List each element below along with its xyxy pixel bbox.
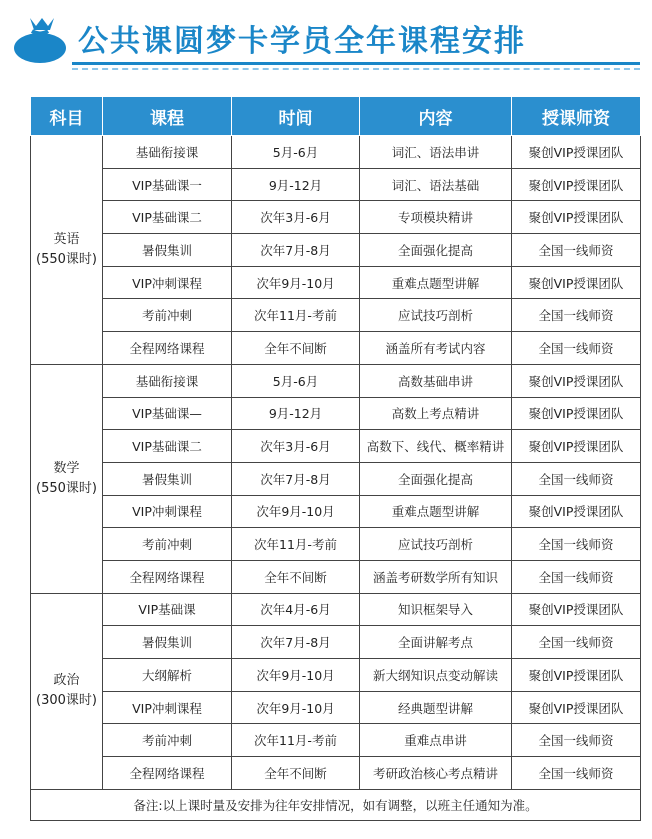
table-row (31, 168, 641, 201)
course-cell: 基础衔接课 (103, 136, 232, 169)
content-cell: 全面强化提高 (360, 234, 512, 267)
teachers-cell: 聚创VIP授课团队 (512, 430, 641, 463)
header (0, 0, 652, 72)
course-cell: VIP冲刺课程 (103, 691, 232, 724)
table-row (31, 659, 641, 692)
time-cell: 次年9月-10月 (232, 495, 360, 528)
content-cell: 涵盖所有考试内容 (360, 332, 512, 365)
teachers-cell: 聚创VIP授课团队 (512, 168, 641, 201)
time-cell: 次年4月-6月 (232, 593, 360, 626)
subject-cell (31, 136, 103, 365)
time-cell: 次年7月-8月 (232, 234, 360, 267)
content-cell: 新大纲知识点变动解读 (360, 659, 512, 692)
time-cell: 次年3月-6月 (232, 430, 360, 463)
table-row (31, 528, 641, 561)
teachers-cell: 全国一线师资 (512, 332, 641, 365)
time-cell: 5月-6月 (232, 364, 360, 397)
content-cell: 专项模块精讲 (360, 201, 512, 234)
content-cell: 高数基础串讲 (360, 364, 512, 397)
course-cell: VIP冲刺课程 (103, 266, 232, 299)
course-cell: 考前冲刺 (103, 299, 232, 332)
table-row (31, 299, 641, 332)
column-header-course: 课程 (103, 97, 232, 136)
table-row (31, 495, 641, 528)
course-cell: 全程网络课程 (103, 757, 232, 790)
note-text: 备注:以上课时量及安排为往年安排情况，如有调整，以班主任通知为准。 (31, 789, 641, 820)
time-cell: 次年9月-10月 (232, 266, 360, 299)
course-cell: 考前冲刺 (103, 724, 232, 757)
content-cell: 考研政治核心考点精讲 (360, 757, 512, 790)
title-underline (72, 62, 640, 65)
subject-cell (31, 593, 103, 789)
course-cell: 基础衔接课 (103, 364, 232, 397)
column-header-content: 内容 (360, 97, 512, 136)
content-cell: 全面讲解考点 (360, 626, 512, 659)
time-cell: 次年11月-考前 (232, 528, 360, 561)
course-cell: VIP冲刺课程 (103, 495, 232, 528)
course-cell: 全程网络课程 (103, 332, 232, 365)
table-row (31, 201, 641, 234)
content-cell: 重难点题型讲解 (360, 495, 512, 528)
content-cell: 涵盖考研数学所有知识 (360, 560, 512, 593)
table-row (31, 397, 641, 430)
table-row (31, 593, 641, 626)
time-cell: 次年3月-6月 (232, 201, 360, 234)
content-cell: 词汇、语法基础 (360, 168, 512, 201)
course-cell: 暑假集训 (103, 462, 232, 495)
content-cell: 经典题型讲解 (360, 691, 512, 724)
subject-name: 政治 (53, 673, 80, 689)
column-header-subject: 科目 (31, 97, 103, 136)
table-header-row (31, 97, 641, 136)
table-row (31, 234, 641, 267)
time-cell: 9月-12月 (232, 397, 360, 430)
course-cell: 暑假集训 (103, 626, 232, 659)
teachers-cell: 全国一线师资 (512, 528, 641, 561)
course-cell: 大纲解析 (103, 659, 232, 692)
subject-hours: (300课时) (36, 693, 97, 709)
table-body (31, 136, 641, 790)
teachers-cell: 聚创VIP授课团队 (512, 364, 641, 397)
table-row (31, 462, 641, 495)
note-row (31, 789, 641, 820)
column-header-teachers: 授课师资 (512, 97, 641, 136)
content-cell: 高数下、线代、概率精讲 (360, 430, 512, 463)
time-cell: 9月-12月 (232, 168, 360, 201)
table-row (31, 266, 641, 299)
table-row (31, 626, 641, 659)
table-row (31, 136, 641, 169)
teachers-cell: 聚创VIP授课团队 (512, 659, 641, 692)
course-cell: VIP基础课— (103, 397, 232, 430)
time-cell: 全年不间断 (232, 757, 360, 790)
teachers-cell: 全国一线师资 (512, 724, 641, 757)
teachers-cell: 全国一线师资 (512, 626, 641, 659)
content-cell: 重难点串讲 (360, 724, 512, 757)
content-cell: 知识框架导入 (360, 593, 512, 626)
subject-hours: (550课时) (36, 480, 97, 496)
course-cell: 考前冲刺 (103, 528, 232, 561)
time-cell: 全年不间断 (232, 560, 360, 593)
subject-name: 英语 (53, 231, 80, 247)
time-cell: 次年11月-考前 (232, 724, 360, 757)
teachers-cell: 全国一线师资 (512, 234, 641, 267)
time-cell: 次年9月-10月 (232, 659, 360, 692)
table-row (31, 560, 641, 593)
table-row (31, 691, 641, 724)
teachers-cell: 聚创VIP授课团队 (512, 495, 641, 528)
subject-cell (31, 364, 103, 593)
course-cell: VIP基础课一 (103, 168, 232, 201)
table-row (31, 364, 641, 397)
teachers-cell: 聚创VIP授课团队 (512, 201, 641, 234)
teachers-cell: 聚创VIP授课团队 (512, 397, 641, 430)
teachers-cell: 全国一线师资 (512, 462, 641, 495)
teachers-cell: 聚创VIP授课团队 (512, 266, 641, 299)
time-cell: 5月-6月 (232, 136, 360, 169)
table-row (31, 757, 641, 790)
content-cell: 词汇、语法串讲 (360, 136, 512, 169)
teachers-cell: 全国一线师资 (512, 299, 641, 332)
page-title: 公共课圆梦卡学员全年课程安排 (78, 24, 526, 59)
table-row (31, 332, 641, 365)
column-header-time: 时间 (232, 97, 360, 136)
table-row (31, 430, 641, 463)
time-cell: 次年7月-8月 (232, 626, 360, 659)
course-cell: 全程网络课程 (103, 560, 232, 593)
time-cell: 次年9月-10月 (232, 691, 360, 724)
content-cell: 全面强化提高 (360, 462, 512, 495)
title-dashed-underline (72, 68, 640, 70)
content-cell: 重难点题型讲解 (360, 266, 512, 299)
teachers-cell: 聚创VIP授课团队 (512, 593, 641, 626)
content-cell: 高数上考点精讲 (360, 397, 512, 430)
subject-name: 数学 (53, 460, 80, 476)
schedule-table (30, 96, 641, 821)
time-cell: 全年不间断 (232, 332, 360, 365)
course-cell: VIP基础课 (103, 593, 232, 626)
teachers-cell: 聚创VIP授课团队 (512, 691, 641, 724)
time-cell: 次年7月-8月 (232, 462, 360, 495)
time-cell: 次年11月-考前 (232, 299, 360, 332)
money-bag-icon (10, 14, 68, 64)
content-cell: 应试技巧剖析 (360, 299, 512, 332)
content-cell: 应试技巧剖析 (360, 528, 512, 561)
teachers-cell: 全国一线师资 (512, 560, 641, 593)
subject-hours: (550课时) (36, 251, 97, 267)
table-row (31, 724, 641, 757)
course-cell: VIP基础课二 (103, 430, 232, 463)
course-cell: VIP基础课二 (103, 201, 232, 234)
course-cell: 暑假集训 (103, 234, 232, 267)
teachers-cell: 全国一线师资 (512, 757, 641, 790)
teachers-cell: 聚创VIP授课团队 (512, 136, 641, 169)
